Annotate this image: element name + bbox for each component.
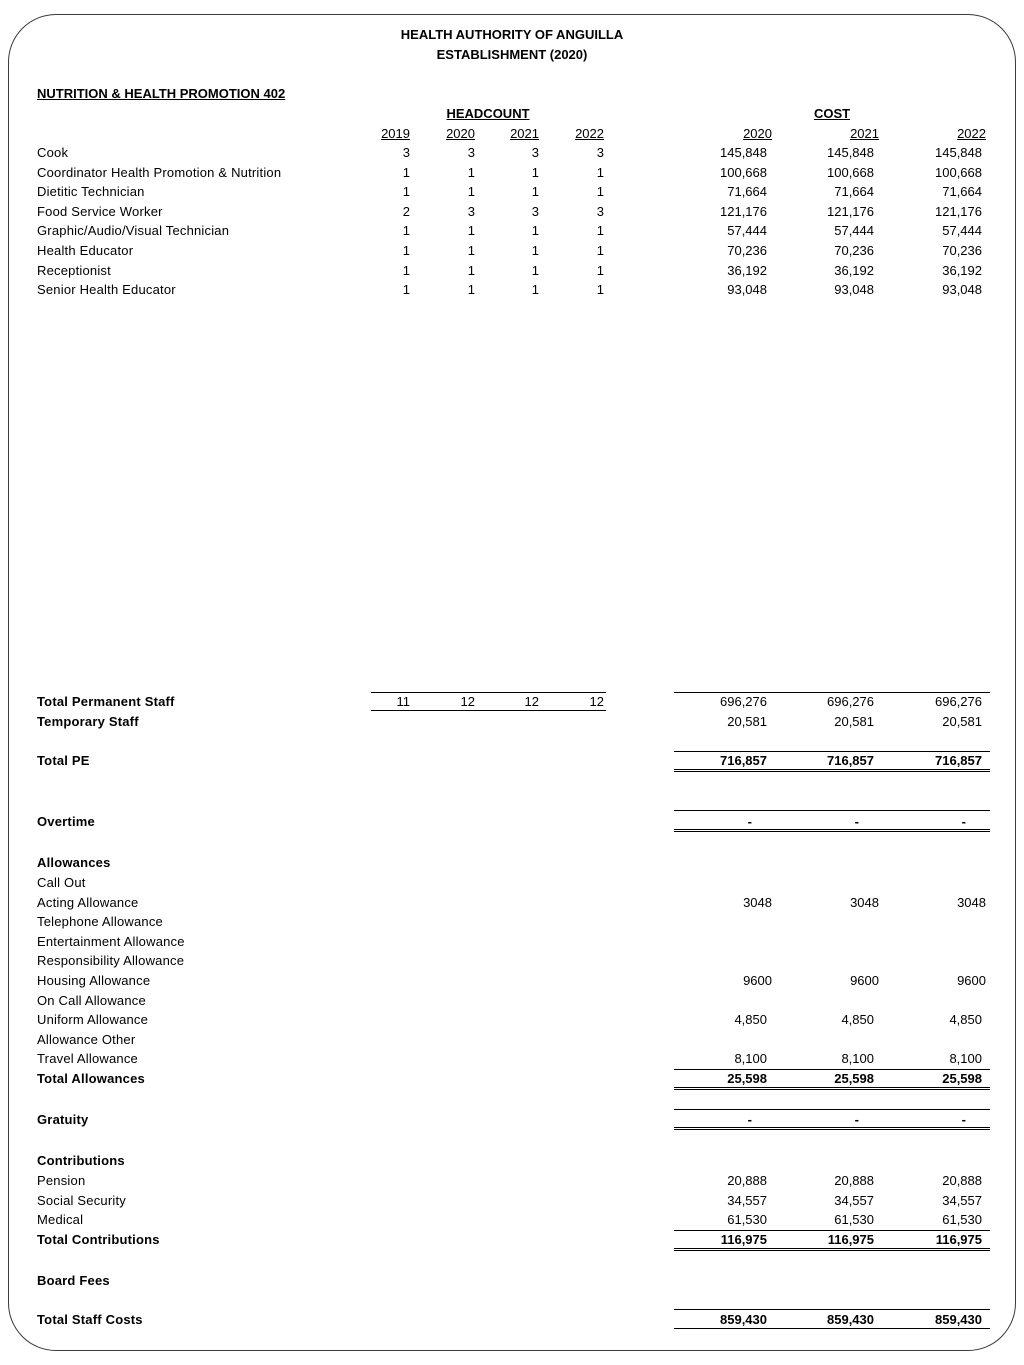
temporary-staff-value: 20,581: [834, 714, 874, 729]
position-name: Graphic/Audio/Visual Technician: [37, 223, 230, 238]
headcount-value: 1: [467, 282, 475, 297]
allowance-value: 4,850: [841, 1012, 874, 1027]
allowance-value: 9600: [850, 973, 879, 988]
headcount-value: 3: [596, 204, 604, 219]
cost-value: 70,236: [727, 243, 767, 258]
overtime-value: -: [854, 814, 859, 829]
headcount-value: 1: [596, 282, 604, 297]
headcount-value: 1: [596, 184, 604, 199]
position-name: Receptionist: [37, 263, 111, 278]
headcount-value: 3: [467, 145, 475, 160]
total-staff-costs-value: 859,430: [720, 1312, 767, 1327]
headcount-value: 1: [467, 184, 475, 199]
cost-value: 36,192: [727, 263, 767, 278]
contributions-heading: Contributions: [37, 1153, 125, 1168]
allowance-value: 8,100: [734, 1051, 767, 1066]
cost-value: 145,848: [720, 145, 767, 160]
allowance-value: 3048: [850, 895, 879, 910]
allowance-item: Uniform Allowance: [37, 1012, 149, 1027]
headcount-year-header: 2022: [575, 126, 604, 141]
total-pe-label: Total PE: [37, 753, 90, 768]
cost-value: 145,848: [827, 145, 874, 160]
headcount-year-header: 2020: [446, 126, 475, 141]
overtime-value: -: [747, 814, 752, 829]
contribution-value: 34,557: [727, 1193, 767, 1208]
cost-value: 100,668: [720, 165, 767, 180]
contributions-top-rule: [674, 1230, 990, 1231]
report-subtitle: ESTABLISHMENT (2020): [436, 47, 588, 62]
contribution-value: 34,557: [834, 1193, 874, 1208]
allowance-item: Allowance Other: [37, 1032, 136, 1047]
position-name: Health Educator: [37, 243, 134, 258]
cost-year-header: 2021: [850, 126, 879, 141]
gratuity-top-rule: [674, 1109, 990, 1110]
total-headcount-value: 12: [524, 694, 539, 709]
total-pe-value: 716,857: [827, 753, 874, 768]
cost-value: 57,444: [727, 223, 767, 238]
headcount-value: 1: [402, 243, 410, 258]
allowances-heading: Allowances: [37, 855, 111, 870]
headcount-value: 1: [531, 223, 539, 238]
cost-value: 71,664: [834, 184, 874, 199]
headcount-value: 1: [531, 263, 539, 278]
total-contributions-label: Total Contributions: [37, 1232, 160, 1247]
headcount-value: 1: [531, 165, 539, 180]
allowances-top-rule: [674, 1069, 990, 1070]
cost-value: 36,192: [834, 263, 874, 278]
headcount-value: 1: [596, 223, 604, 238]
contributions-double-rule: [674, 1248, 990, 1251]
total-allowances-value: 25,598: [942, 1071, 982, 1086]
allowance-item: Responsibility Allowance: [37, 953, 185, 968]
headcount-year-header: 2021: [510, 126, 539, 141]
headcount-value: 1: [402, 282, 410, 297]
cost-value: 121,176: [935, 204, 982, 219]
headcount-value: 1: [402, 223, 410, 238]
gratuity-value: -: [961, 1112, 966, 1127]
cost-value: 145,848: [935, 145, 982, 160]
cost-value: 100,668: [827, 165, 874, 180]
gratuity-value: -: [854, 1112, 859, 1127]
total-headcount-value: 12: [589, 694, 604, 709]
cost-year-header: 2020: [743, 126, 772, 141]
report-title: HEALTH AUTHORITY OF ANGUILLA: [400, 27, 624, 42]
position-name: Coordinator Health Promotion & Nutrition: [37, 165, 282, 180]
headcount-value: 1: [402, 263, 410, 278]
allowance-item: On Call Allowance: [37, 993, 146, 1008]
headcount-header: HEADCOUNT: [446, 106, 530, 121]
total-permanent-label: Total Permanent Staff: [37, 694, 175, 709]
contribution-value: 61,530: [727, 1212, 767, 1227]
section-title: NUTRITION & HEALTH PROMOTION 402: [37, 86, 286, 101]
contribution-value: 20,888: [834, 1173, 874, 1188]
overtime-top-rule: [674, 810, 990, 811]
cost-total-rule: [674, 692, 990, 693]
cost-value: 36,192: [942, 263, 982, 278]
contribution-item: Medical: [37, 1212, 84, 1227]
total-permanent-value: 696,276: [935, 694, 982, 709]
headcount-value: 3: [402, 145, 410, 160]
total-contributions-value: 116,975: [827, 1232, 874, 1247]
pe-top-rule: [674, 751, 990, 752]
headcount-value: 1: [467, 165, 475, 180]
overtime-value: -: [961, 814, 966, 829]
contribution-value: 61,530: [834, 1212, 874, 1227]
gratuity-value: -: [747, 1112, 752, 1127]
total-allowances-value: 25,598: [727, 1071, 767, 1086]
allowance-value: 9600: [743, 973, 772, 988]
allowance-item: Entertainment Allowance: [37, 934, 185, 949]
headcount-value: 1: [467, 223, 475, 238]
cost-value: 71,664: [727, 184, 767, 199]
overtime-label: Overtime: [37, 814, 95, 829]
headcount-value: 3: [467, 204, 475, 219]
temporary-staff-value: 20,581: [942, 714, 982, 729]
cost-value: 57,444: [942, 223, 982, 238]
contribution-value: 61,530: [942, 1212, 982, 1227]
contribution-value: 20,888: [727, 1173, 767, 1188]
allowance-value: 9600: [957, 973, 986, 988]
contribution-value: 20,888: [942, 1173, 982, 1188]
headcount-total-rule: [371, 692, 606, 693]
overtime-double-rule: [674, 829, 990, 832]
allowances-double-rule: [674, 1087, 990, 1090]
total-pe-value: 716,857: [720, 753, 767, 768]
headcount-value: 2: [402, 204, 410, 219]
total-allowances-value: 25,598: [834, 1071, 874, 1086]
temporary-staff-value: 20,581: [727, 714, 767, 729]
allowance-value: 3048: [957, 895, 986, 910]
temporary-staff-label: Temporary Staff: [37, 714, 139, 729]
allowance-item: Telephone Allowance: [37, 914, 163, 929]
headcount-value: 1: [596, 243, 604, 258]
allowance-item: Travel Allowance: [37, 1051, 138, 1066]
position-name: Cook: [37, 145, 69, 160]
total-contributions-value: 116,975: [720, 1232, 767, 1247]
total-permanent-value: 696,276: [827, 694, 874, 709]
contribution-value: 34,557: [942, 1193, 982, 1208]
gratuity-label: Gratuity: [37, 1112, 89, 1127]
headcount-value: 1: [467, 263, 475, 278]
cost-header: COST: [813, 106, 851, 121]
headcount-value: 1: [531, 184, 539, 199]
total-headcount-value: 11: [396, 694, 410, 709]
headcount-value: 1: [596, 165, 604, 180]
total-allowances-label: Total Allowances: [37, 1071, 145, 1086]
total-headcount-value: 12: [460, 694, 475, 709]
board-fees-label: Board Fees: [37, 1273, 110, 1288]
allowance-item: Acting Allowance: [37, 895, 139, 910]
allowance-value: 4,850: [734, 1012, 767, 1027]
headcount-value: 1: [402, 165, 410, 180]
staff-costs-underline: [674, 1328, 990, 1329]
headcount-value: 3: [531, 145, 539, 160]
total-pe-value: 716,857: [935, 753, 982, 768]
headcount-value: 3: [596, 145, 604, 160]
total-staff-costs-label: Total Staff Costs: [37, 1312, 143, 1327]
staff-costs-top-rule: [674, 1309, 990, 1310]
contribution-item: Social Security: [37, 1193, 126, 1208]
cost-value: 93,048: [942, 282, 982, 297]
cost-value: 71,664: [942, 184, 982, 199]
pe-double-rule: [674, 769, 990, 772]
cost-value: 121,176: [720, 204, 767, 219]
headcount-value: 1: [596, 263, 604, 278]
cost-value: 93,048: [834, 282, 874, 297]
cost-value: 70,236: [834, 243, 874, 258]
cost-value: 70,236: [942, 243, 982, 258]
headcount-value: 1: [531, 282, 539, 297]
allowance-item: Housing Allowance: [37, 973, 151, 988]
headcount-total-underline: [371, 710, 606, 711]
allowance-value: 8,100: [841, 1051, 874, 1066]
headcount-value: 3: [531, 204, 539, 219]
cost-year-header: 2022: [957, 126, 986, 141]
position-name: Dietitic Technician: [37, 184, 145, 199]
allowance-value: 4,850: [949, 1012, 982, 1027]
allowance-value: 3048: [743, 895, 772, 910]
gratuity-double-rule: [674, 1127, 990, 1130]
headcount-value: 1: [467, 243, 475, 258]
headcount-year-header: 2019: [381, 126, 410, 141]
cost-value: 100,668: [935, 165, 982, 180]
position-name: Senior Health Educator: [37, 282, 176, 297]
cost-value: 121,176: [827, 204, 874, 219]
cost-value: 93,048: [727, 282, 767, 297]
allowance-value: 8,100: [949, 1051, 982, 1066]
position-name: Food Service Worker: [37, 204, 163, 219]
allowance-item: Call Out: [37, 875, 86, 890]
contribution-item: Pension: [37, 1173, 86, 1188]
headcount-value: 1: [402, 184, 410, 199]
headcount-value: 1: [531, 243, 539, 258]
total-staff-costs-value: 859,430: [827, 1312, 874, 1327]
total-permanent-value: 696,276: [720, 694, 767, 709]
cost-value: 57,444: [834, 223, 874, 238]
total-staff-costs-value: 859,430: [935, 1312, 982, 1327]
total-contributions-value: 116,975: [935, 1232, 982, 1247]
